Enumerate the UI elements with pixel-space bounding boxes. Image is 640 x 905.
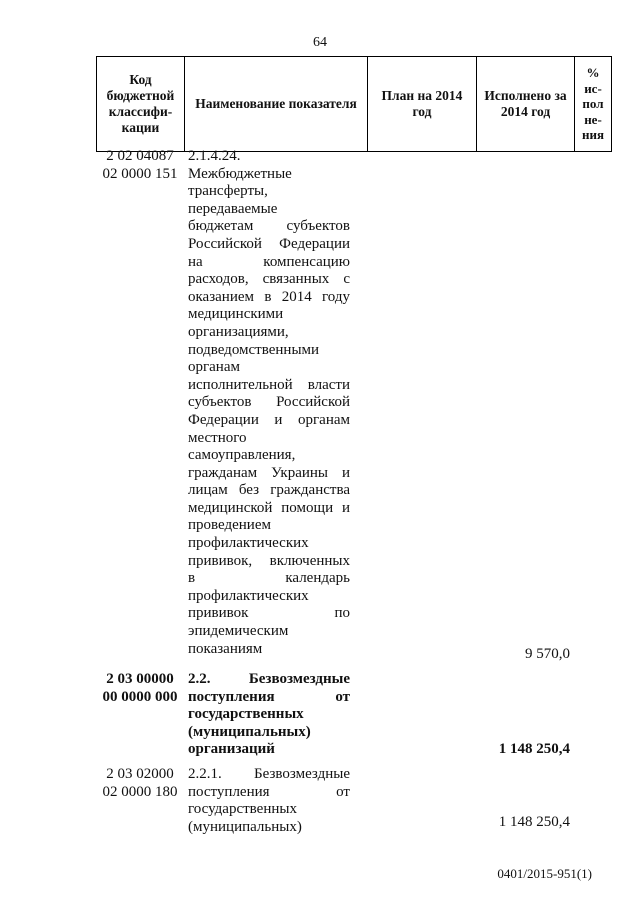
row-name-line: 2.2.1. Безвозмездные (188, 766, 350, 782)
row-name-line: расходов, связанных с (188, 271, 350, 288)
header-executed-cell (477, 57, 575, 151)
row-name-line: 2.2. Безвозмездные (188, 671, 350, 687)
row-name-line: медицинскими (188, 306, 284, 323)
row-executed: 1 148 250,4 (498, 741, 570, 757)
row-executed: 9 570,0 (525, 646, 570, 662)
row-name-line: эпидемическим (188, 623, 289, 640)
row-name-line: подведомственными (188, 341, 320, 358)
row-name (188, 766, 350, 836)
row-name-line: самоуправления, (188, 447, 296, 464)
row-name-line: медицинской помощи и (188, 499, 350, 516)
row-name-line: проведением (188, 517, 271, 534)
document-code: 0401/2015-951(1) (497, 866, 592, 881)
row-name-line: субъектов Российской (188, 394, 350, 411)
row-code: 2 03 02000 02 0000 180 (102, 766, 178, 800)
row-name-line: поступления от (188, 783, 350, 800)
row-code: 2 03 00000 00 0000 000 (102, 671, 178, 705)
row-name-line: на компенсацию (188, 253, 350, 270)
row-name-line: лицам без гражданства (188, 482, 350, 499)
row-code: 2 02 04087 02 0000 151 (102, 148, 178, 182)
row-name-line: прививок по (188, 605, 350, 622)
header-percent-cell (575, 57, 611, 151)
header-name: Наименование показателя (195, 96, 357, 111)
header-percent: % ис- пол не- ния (581, 65, 604, 143)
row-name-line: оказанием в 2014 году (188, 288, 350, 305)
row-name-line: показаниям (188, 640, 263, 657)
row-name-line: трансферты, (188, 183, 268, 200)
header-executed: Исполнено за 2014 год (484, 88, 567, 119)
row-name-line: бюджетам субъектов (188, 218, 350, 235)
row-name-line: организациями, (188, 323, 289, 340)
row-executed: 1 148 250,4 (498, 814, 570, 830)
row-name (188, 671, 350, 759)
row-name-line: (муниципальных) (188, 723, 311, 740)
row-name-line: профилактических (188, 587, 309, 604)
row-name-line: 2.1.4.24. (188, 148, 241, 164)
row-name-line: органам (188, 359, 240, 376)
row-name-line: поступления от (188, 688, 350, 705)
row-name (188, 148, 350, 658)
page-number: 64 (313, 35, 327, 50)
row-name-line: местного (188, 429, 247, 446)
header-plan: План на 2014 год (381, 88, 463, 119)
header-plan-cell (368, 57, 477, 151)
row-name-line: Российской Федерации (188, 235, 350, 252)
row-name-line: гражданам Украины и (188, 464, 350, 481)
row-name-line: прививок, включенных (188, 552, 350, 569)
row-name-line: исполнительной власти (188, 376, 350, 393)
header-code: Код бюджетной классифи- кации (106, 72, 175, 135)
row-name-line: государственных (188, 706, 304, 723)
row-name-line: Федерации и органам (188, 411, 350, 428)
header-name-cell (185, 57, 368, 151)
row-name-line: Межбюджетные (188, 165, 292, 182)
table-header (96, 56, 612, 152)
row-name-line: (муниципальных) (188, 818, 302, 835)
row-name-line: профилактических (188, 535, 309, 552)
row-name-line: в календарь (188, 570, 350, 587)
header-code-cell (97, 57, 185, 151)
row-name-line: государственных (188, 801, 297, 818)
row-name-line: передаваемые (188, 200, 278, 217)
row-name-line: организаций (188, 741, 275, 758)
